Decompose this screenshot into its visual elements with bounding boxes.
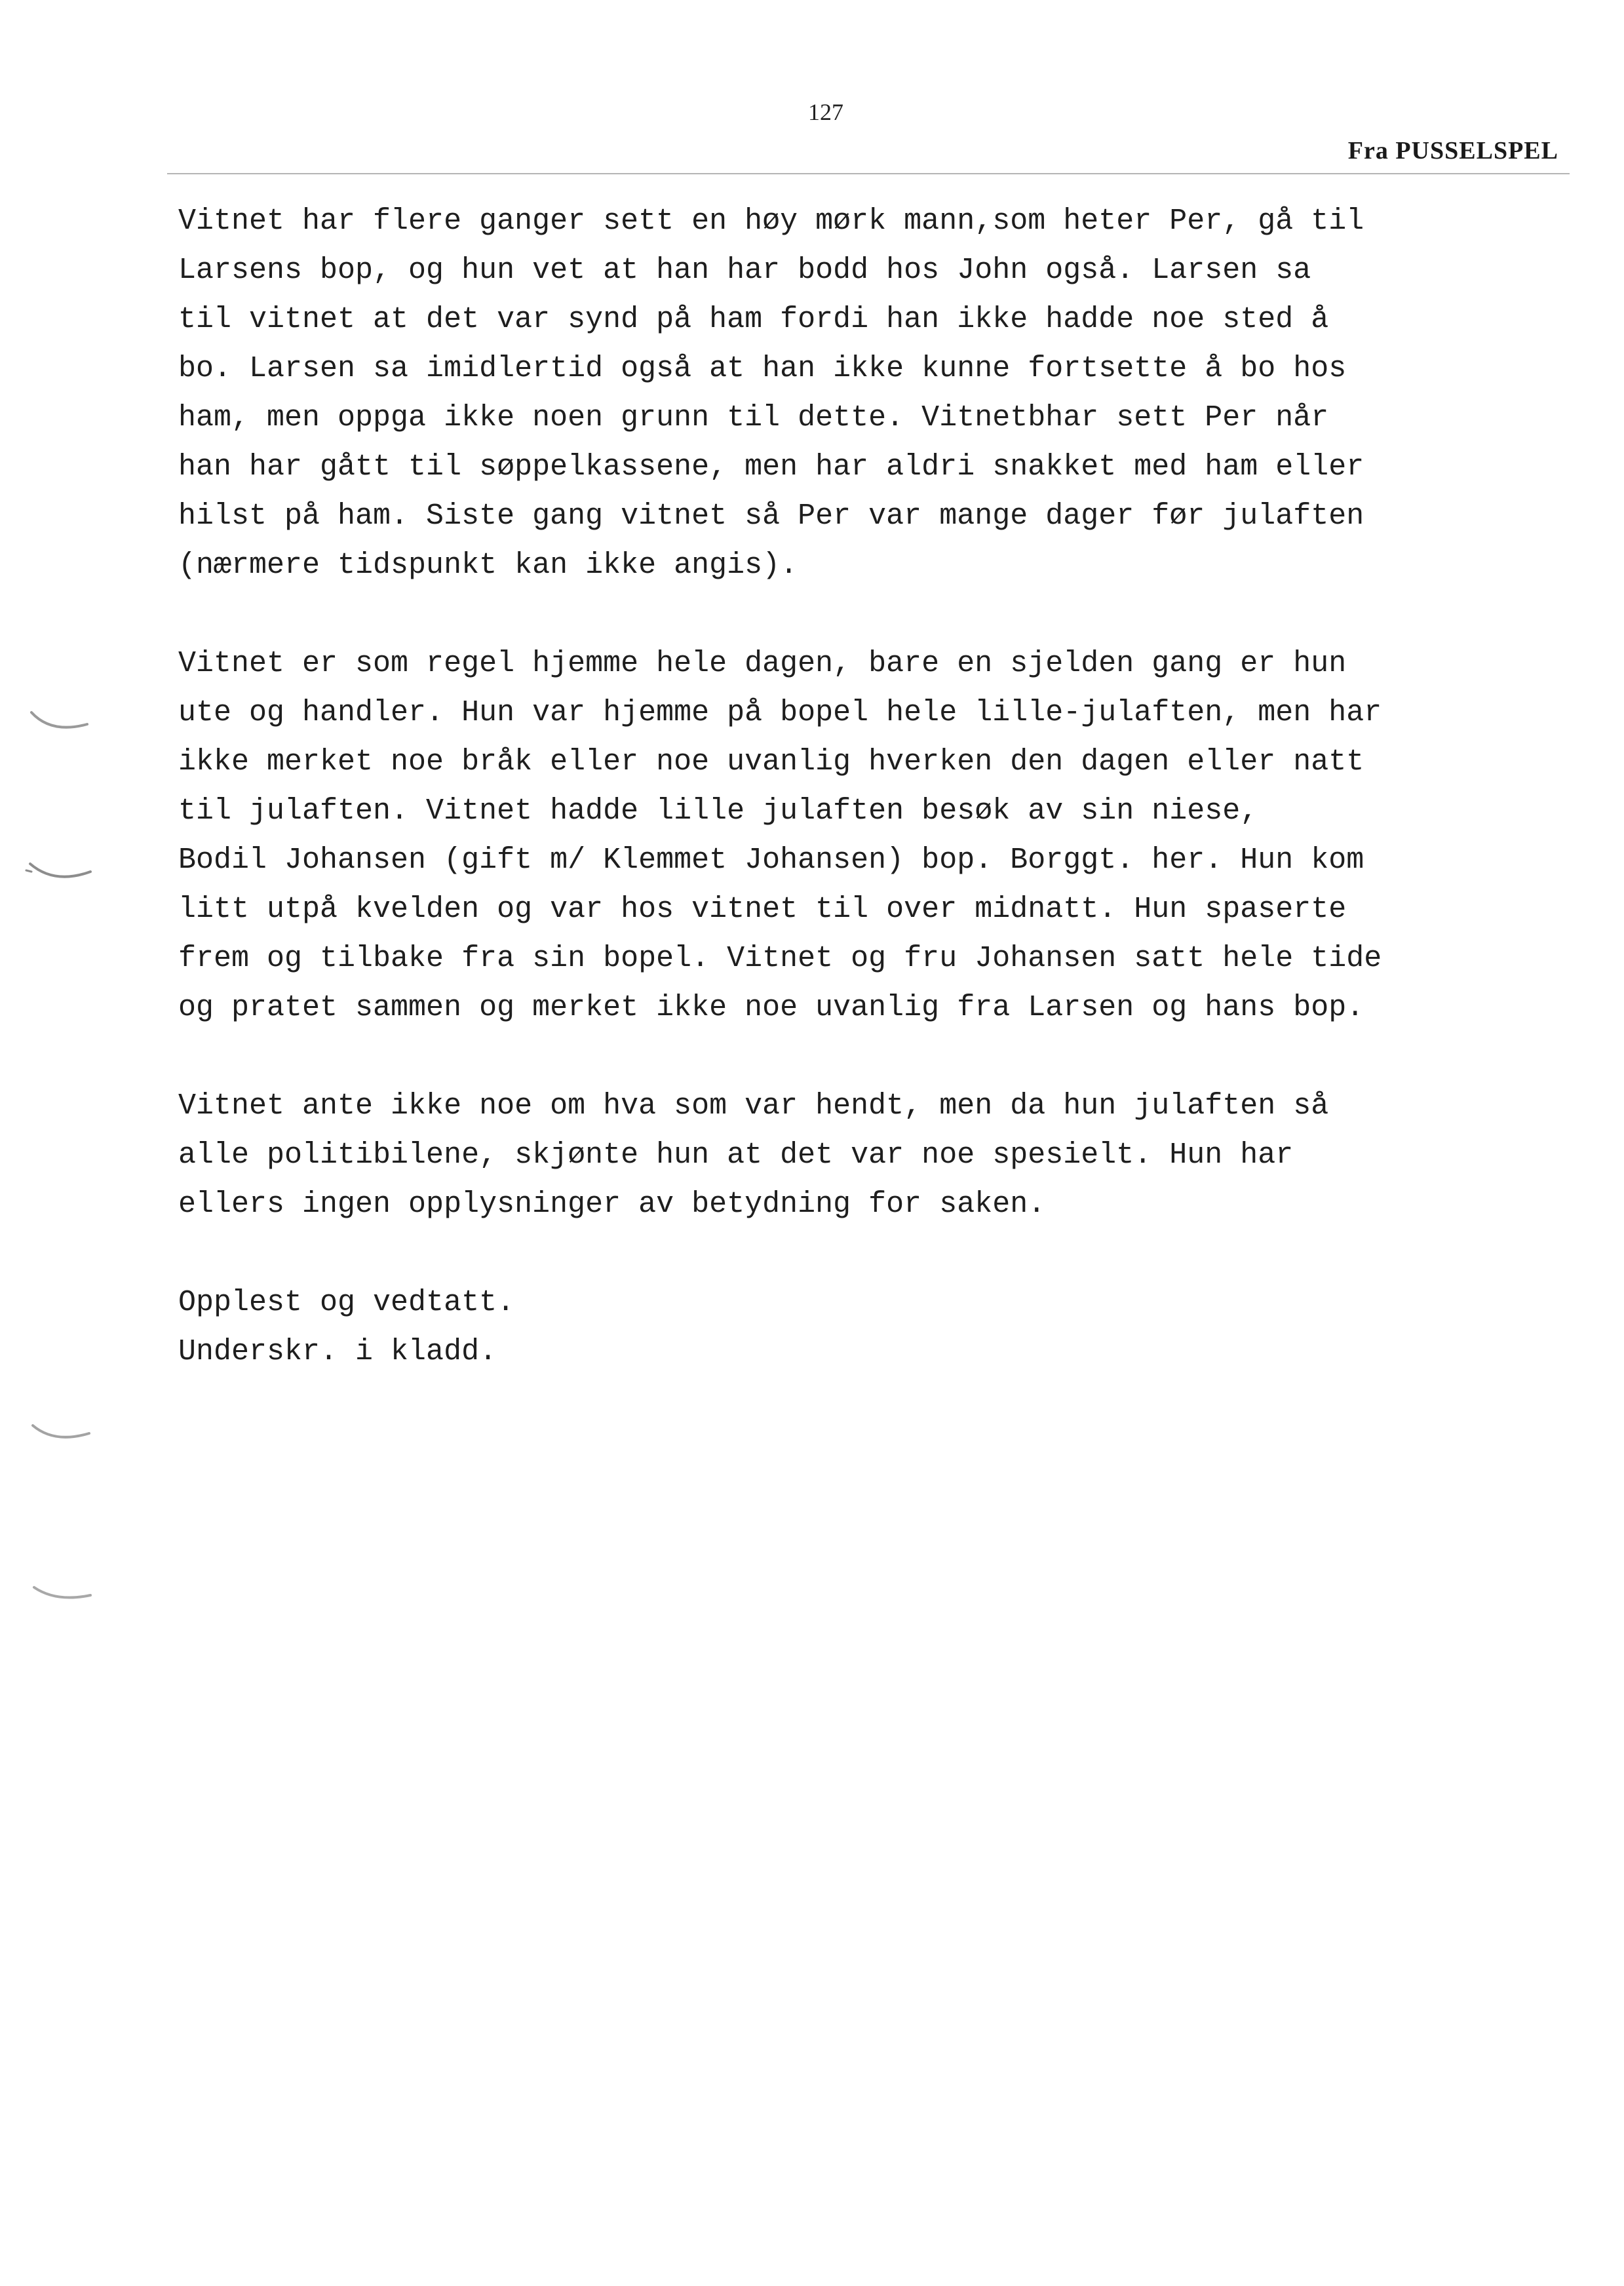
closing-line: Underskr. i kladd.	[178, 1335, 497, 1368]
text-line: alle politibilene, skjønte hun at det var noe spesielt. Hun har	[178, 1138, 1294, 1172]
text-line: hilst på ham. Siste gang vitnet så Per var mange dager før julaften	[178, 499, 1364, 533]
paragraph-3	[178, 1081, 1574, 1229]
text-line: (nærmere tidspunkt kan ikke angis).	[178, 549, 798, 582]
text-line: og pratet sammen og merket ikke noe uvanlig fra Larsen og hans bop.	[178, 991, 1364, 1024]
text-line: ham, men oppga ikke noen grunn til dette. Vitnetbhar sett Per når	[178, 401, 1329, 435]
text-line: Vitnet ante ikke noe om hva som var hendt, men da hun julaften så	[178, 1089, 1329, 1123]
punch-hole-mark	[25, 1412, 97, 1452]
punch-hole-mark	[25, 852, 97, 891]
text-line: Vitnet har flere ganger sett en høy mørk mann,som heter Per, gå til	[178, 204, 1364, 238]
source-label: Fra PUSSELSPEL	[1347, 137, 1558, 165]
closing-line: Opplest og vedtatt.	[178, 1286, 515, 1319]
closing-block	[178, 1278, 1574, 1376]
punch-hole-mark	[25, 705, 97, 744]
text-line: han har gått til søppelkassene, men har aldri snakket med ham eller	[178, 450, 1364, 484]
text-line: Larsens bop, og hun vet at han har bodd hos John også. Larsen sa	[178, 254, 1311, 287]
text-line: ute og handler. Hun var hjemme på bopel hele lille-julaften, men har	[178, 696, 1382, 729]
text-line: ellers ingen opplysninger av betydning for saken.	[178, 1188, 1046, 1221]
text-line: litt utpå kvelden og var hos vitnet til over midnatt. Hun spaserte	[178, 893, 1347, 926]
text-line: frem og tilbake fra sin bopel. Vitnet og fru Johansen satt hele tide	[178, 942, 1382, 975]
text-line: bo. Larsen sa imidlertid også at han ikke kunne fortsette å bo hos	[178, 352, 1347, 385]
text-line: til julaften. Vitnet hadde lille julaften besøk av sin niese,	[178, 794, 1258, 828]
text-line: Bodil Johansen (gift m/ Klemmet Johansen) bop. Borggt. her. Hun kom	[178, 843, 1364, 877]
document-body	[178, 197, 1574, 1425]
text-line: ikke merket noe bråk eller noe uvanlig hverken den dagen eller natt	[178, 745, 1364, 779]
header-divider	[167, 173, 1570, 174]
text-line: til vitnet at det var synd på ham fordi han ikke hadde noe sted å	[178, 303, 1329, 336]
text-line: Vitnet er som regel hjemme hele dagen, bare en sjelden gang er hun	[178, 647, 1347, 680]
punch-hole-mark	[25, 1573, 97, 1612]
paragraph-2	[178, 639, 1574, 1032]
paragraph-1	[178, 197, 1574, 590]
page-number: 127	[808, 99, 843, 125]
